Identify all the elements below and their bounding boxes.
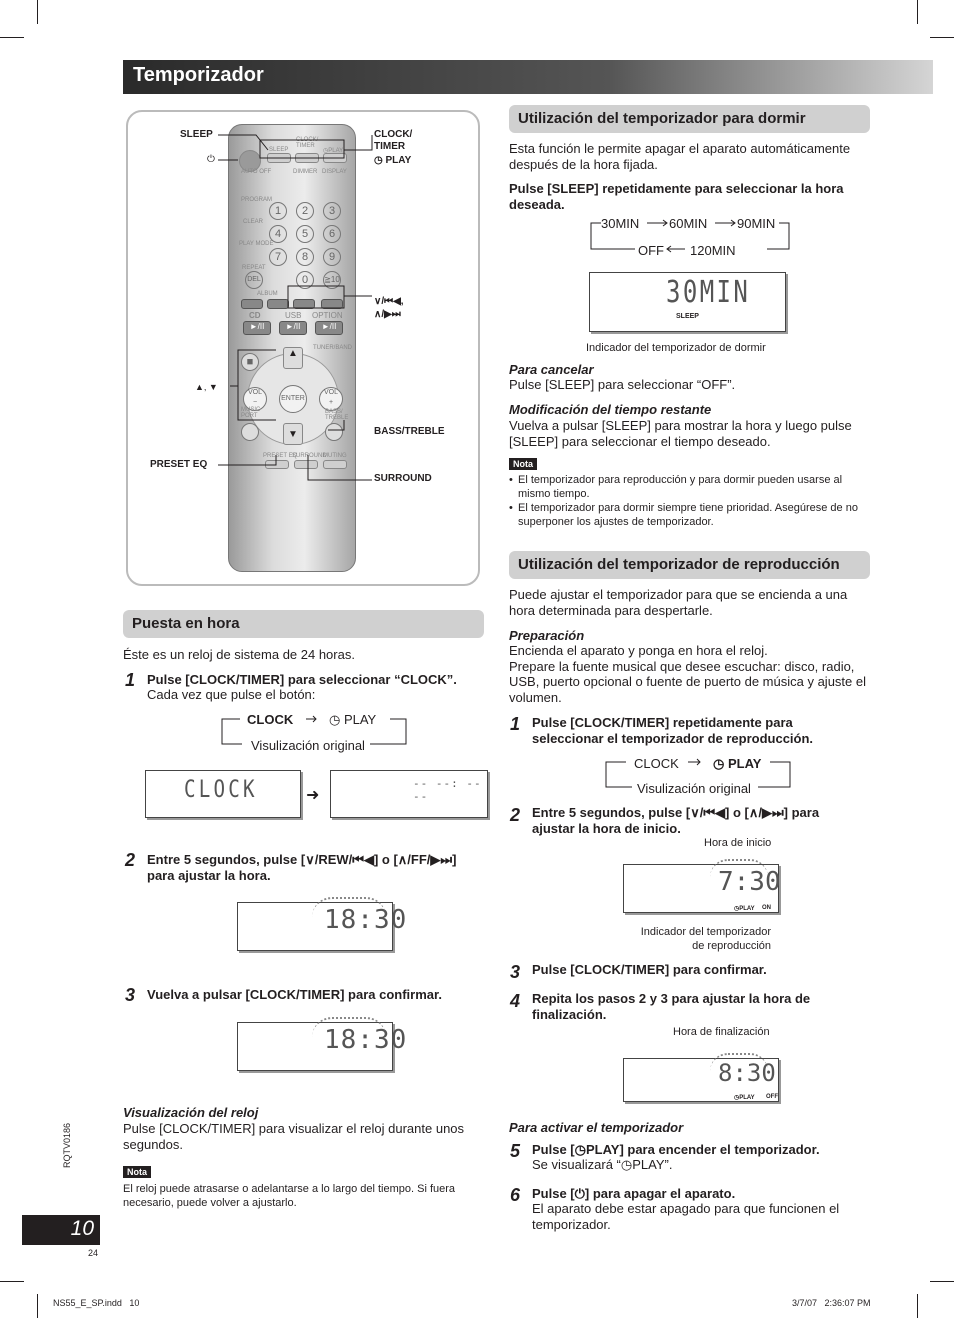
label-bass-treble: BASS/TREBLE — [374, 426, 445, 437]
lcd-dash-text: -- --: -- -- — [413, 777, 482, 803]
skip-forward-key[interactable] — [321, 299, 343, 309]
repro-step2-bold: Entre 5 segundos, pulse [∨/⏮◀] o [∧/▶⏭] para ajustar la hora de inicio. — [532, 805, 820, 836]
puesta-step2-num: 2 — [125, 850, 136, 870]
repro-lcd-play-ind2: ◷PLAY — [734, 1095, 755, 1101]
key-9[interactable]: 9 — [323, 248, 341, 266]
puesta-lcd-clock — [145, 770, 301, 818]
repro-lcd-play-ind: ◷PLAY — [734, 906, 755, 912]
bass-treble-key[interactable] — [325, 423, 343, 441]
repro-cycle-clock: CLOCK — [634, 756, 679, 771]
clock-key-label: CLOCK/ TIMER — [296, 137, 319, 149]
label-play: ◷ PLAY — [374, 155, 412, 166]
dormir-nota-item-text: El temporizador para dormir siempre tiene prioridad. Asegúrese de no superponer los ajustes de temporizador. — [518, 502, 858, 528]
key-1[interactable]: 1 — [269, 202, 287, 220]
label-clock-timer: CLOCK/ TIMER — [374, 129, 413, 152]
puesta-heading — [123, 610, 484, 638]
repro-cycle-play: ◷ PLAY — [713, 756, 762, 771]
puesta-intro: Éste es un reloj de sistema de 24 horas. — [123, 647, 355, 662]
repro-heading — [509, 551, 870, 579]
repro-lcd-start — [623, 864, 779, 913]
label-surround: SURROUND — [374, 473, 432, 484]
repro-step1-bold: Pulse [CLOCK/TIMER] repetidamente para seleccionar el temporizador de reproducción. — [532, 715, 814, 746]
dormir-lcd-indicator: SLEEP — [676, 313, 699, 320]
muting-key[interactable] — [323, 460, 347, 469]
play-key-label: ◷PLAY — [323, 148, 344, 154]
repro-end-caption: Hora de finalización — [673, 1026, 770, 1038]
side-code: RQTV0186 — [62, 1122, 72, 1168]
puesta-cycle-original: Visulización original — [251, 738, 365, 753]
puesta-nota-label: Nota — [123, 1166, 151, 1178]
play-timer-key[interactable] — [323, 153, 347, 163]
arrow-right-icon: ➜ — [306, 787, 320, 804]
dormir-nota-label: Nota — [509, 458, 537, 470]
muting-key-label: MUTING — [323, 453, 347, 459]
key-0[interactable]: 0 — [296, 271, 314, 289]
blink-icon — [710, 1053, 768, 1089]
dormir-nota-list — [509, 473, 871, 529]
page-title: Temporizador — [133, 64, 264, 86]
vis-title: Visualización del reloj — [123, 1105, 259, 1120]
dormir-cycle-60: 60MIN — [669, 216, 708, 231]
puesta-cycle-clock: CLOCK — [247, 712, 294, 727]
usb-label: USB — [285, 311, 302, 320]
repro-step5-text: Se visualizará “◷PLAY”. — [532, 1157, 673, 1172]
repro-step6-num: 6 — [510, 1185, 521, 1205]
repro-step3-num: 3 — [510, 962, 521, 982]
surround-key-label: SURROUND — [292, 453, 327, 459]
blink-icon — [312, 1017, 386, 1057]
music-port-key[interactable] — [241, 423, 259, 441]
key-6[interactable]: 6 — [323, 225, 341, 243]
bass-treble-key-label: BASS/ TREBLE — [325, 409, 349, 421]
vol-up-label: VOL — [323, 389, 338, 396]
repro-prep-text: Encienda el aparato y ponga en hora el reloj. Prepare la fuente musical que desee escuchar: disco, radio, USB, puerto opcional o fuente de puerto de música y ajuste el volumen. — [509, 643, 866, 705]
dormir-cancel-text: Pulse [SLEEP] para seleccionar “OFF”. — [509, 377, 736, 392]
dormir-nota-item: • El temporizador para reproducción y para dormir pueden usarse al mismo tiempo. — [509, 474, 843, 500]
dormir-cancel-title: Para cancelar — [509, 362, 594, 377]
dormir-nota-item-text: El temporizador para reproducción y para dormir pueden usarse al mismo tiempo. — [518, 474, 843, 500]
vis-text: Pulse [CLOCK/TIMER] para visualizar el reloj durante unos segundos. — [123, 1121, 465, 1152]
dormir-mod-title: Modificación del tiempo restante — [509, 402, 712, 417]
sleep-key-label: SLEEP — [269, 147, 289, 153]
dormir-heading-text: Utilización del temporizador para dormir — [518, 110, 806, 127]
repro-lcd-end — [623, 1058, 779, 1102]
dormir-nota-item: • El temporizador para dormir siempre tiene prioridad. Asegúrese de no superponer los ajustes de temporizador. — [509, 502, 858, 528]
label-skip: ∨/⏮◀, ∧/▶⏭ — [374, 296, 404, 320]
repro-start-caption: Hora de inicio — [704, 837, 772, 849]
key-del[interactable]: DEL — [245, 271, 263, 289]
label-arrows: ▲, ▼ — [195, 382, 218, 392]
dormir-cycle-90: 90MIN — [737, 216, 776, 231]
repro-step6-text: El aparato debe estar apagado para que funcionen el temporizador. — [532, 1201, 840, 1232]
dimmer-label: DIMMER — [293, 169, 318, 175]
lcd-clock-text: CLOCK — [184, 775, 258, 803]
enter-key[interactable]: ENTER — [279, 385, 307, 413]
key-3[interactable]: 3 — [323, 202, 341, 220]
album-label: ALBUM — [257, 291, 278, 297]
down-key[interactable]: ▼ — [283, 423, 303, 445]
repro-step3-bold: Pulse [CLOCK/TIMER] para confirmar. — [532, 962, 767, 977]
repro-step4-num: 4 — [510, 991, 521, 1011]
repro-lcd-start-text: 7:30 — [718, 867, 781, 897]
play-mode-label: PLAY MODE — [239, 241, 274, 247]
dormir-caption: Indicador del temporizador de dormir — [586, 342, 766, 354]
skip-back-key[interactable] — [293, 299, 315, 309]
sleep-key[interactable] — [267, 153, 291, 163]
preset-eq-key[interactable] — [265, 460, 289, 469]
preset-eq-key-label: PRESET EQ — [263, 453, 298, 459]
key-10[interactable]: ≧10 — [323, 271, 341, 289]
dormir-lcd — [589, 272, 786, 332]
repro-prep-title: Preparación — [509, 628, 585, 643]
small-page-number: 24 — [88, 1248, 99, 1258]
puesta-step2-bold: Entre 5 segundos, pulse [∨/REW/⏮◀] o [∧/FF/▶⏭] para ajustar la hora. — [147, 852, 457, 883]
puesta-step1-text: Cada vez que pulse el botón: — [147, 687, 316, 702]
repro-step4-bold: Repita los pasos 2 y 3 para ajustar la hora de finalización. — [532, 991, 811, 1022]
repro-lcd-off-ind: OFF — [766, 1094, 778, 1100]
key-4[interactable]: 4 — [269, 225, 287, 243]
dormir-cycle-off: OFF — [638, 243, 664, 258]
tuner-band-label: TUNER/BAND — [313, 345, 353, 351]
blink-icon — [710, 859, 768, 899]
repro-step1-num: 1 — [510, 714, 521, 734]
surround-key[interactable] — [294, 460, 318, 469]
album-up-key[interactable] — [267, 299, 289, 309]
puesta-lcd-time1 — [237, 902, 408, 951]
remote-body — [228, 124, 356, 572]
dormir-mod-text: Vuelva a pulsar [SLEEP] para mostrar la hora y luego pulse [SLEEP] para seleccionar el tiempo deseado. — [509, 418, 852, 449]
puesta-step1-num: 1 — [125, 670, 136, 690]
vol-down-label: VOL — [247, 389, 262, 396]
dormir-cycle-30: 30MIN — [601, 216, 640, 231]
puesta-heading-text: Puesta en hora — [132, 615, 240, 632]
repro-activate-title: Para activar el temporizador — [509, 1120, 684, 1135]
dormir-intro: Esta función le permite apagar el aparato automáticamente después de la hora fijada. — [509, 141, 851, 172]
dormir-instruction: Pulse [SLEEP] repetidamente para seleccionar la hora deseada. — [509, 181, 844, 212]
clock-timer-key[interactable] — [295, 153, 319, 163]
page-number-box — [22, 1215, 100, 1245]
footer-file: NS55_E_SP.indd 10 — [53, 1298, 140, 1308]
lcd-time1-text: 18:30 — [324, 905, 408, 935]
clear-label: CLEAR — [243, 219, 264, 225]
repro-lcd-on-ind: ON — [762, 905, 771, 911]
label-sleep: SLEEP — [180, 129, 213, 140]
puesta-nota-text: El reloj puede atrasarse o adelantarse a lo largo del tiempo. Si fuera necesario, puede volver a ajustarlo. — [123, 1183, 456, 1209]
repro-step6-bold: Pulse [⏻] para apagar el aparato. — [532, 1186, 736, 1201]
dormir-cycle-120: 120MIN — [690, 243, 736, 258]
power-icon: ⏻ — [207, 154, 215, 165]
repro-lcd-end-text: 8:30 — [718, 1059, 776, 1087]
footer-date: 3/7/07 2:36:07 PM — [792, 1298, 871, 1308]
repro-indicator-caption: Indicador del temporizador de reproducción — [640, 926, 771, 952]
usb-play-key[interactable]: ►/II — [279, 321, 307, 335]
display-label: DISPLAY — [322, 169, 347, 175]
album-down-key[interactable] — [241, 299, 263, 309]
puesta-cycle-play: ◷ PLAY — [329, 712, 377, 727]
key-5[interactable]: 5 — [296, 225, 314, 243]
dormir-lcd-text: 30MIN — [666, 275, 751, 310]
puesta-step3-num: 3 — [125, 985, 136, 1005]
auto-off-label: AUTO OFF — [241, 169, 272, 175]
label-preset-eq: PRESET EQ — [150, 459, 208, 470]
page-title-bar — [123, 60, 933, 94]
key-2[interactable]: 2 — [296, 202, 314, 220]
repro-intro: Puede ajustar el temporizador para que se encienda a una hora determinada para despertarle. — [509, 587, 848, 618]
option-label: OPTION — [312, 311, 343, 320]
blink-icon — [312, 897, 386, 937]
puesta-step3-bold: Vuelva a pulsar [CLOCK/TIMER] para confirmar. — [147, 987, 442, 1002]
key-8[interactable]: 8 — [296, 248, 314, 266]
puesta-lcd-time2 — [237, 1022, 408, 1071]
repeat-label: REPEAT — [242, 265, 266, 271]
repro-cycle-original: Visulización original — [637, 781, 751, 796]
vol-down-key[interactable]: VOL − — [243, 387, 267, 411]
repro-step5-num: 5 — [510, 1141, 521, 1161]
cd-play-key[interactable]: ►/II — [243, 321, 271, 335]
page-number: 10 — [70, 1217, 94, 1240]
vol-up-key[interactable]: VOL + — [319, 387, 343, 411]
up-key[interactable]: ▲ — [283, 347, 303, 369]
repro-step5-bold: Pulse [◷PLAY] para encender el temporizador. — [532, 1142, 820, 1157]
puesta-step1-bold: Pulse [CLOCK/TIMER] para seleccionar “CLOCK”. — [147, 672, 457, 687]
program-label: PROGRAM — [241, 197, 273, 203]
puesta-lcd-dash — [330, 770, 488, 818]
option-play-key[interactable]: ►/II — [315, 321, 343, 335]
dormir-heading — [509, 105, 870, 133]
cd-label: CD — [249, 311, 261, 320]
repro-step2-num: 2 — [510, 805, 521, 825]
repro-heading-text: Utilización del temporizador de reproducción — [518, 556, 840, 573]
stop-key[interactable]: ■ — [241, 353, 259, 371]
lcd-time2-text: 18:30 — [324, 1025, 408, 1055]
key-7[interactable]: 7 — [269, 248, 287, 266]
music-port-label: MUSIC PORT — [241, 407, 261, 419]
